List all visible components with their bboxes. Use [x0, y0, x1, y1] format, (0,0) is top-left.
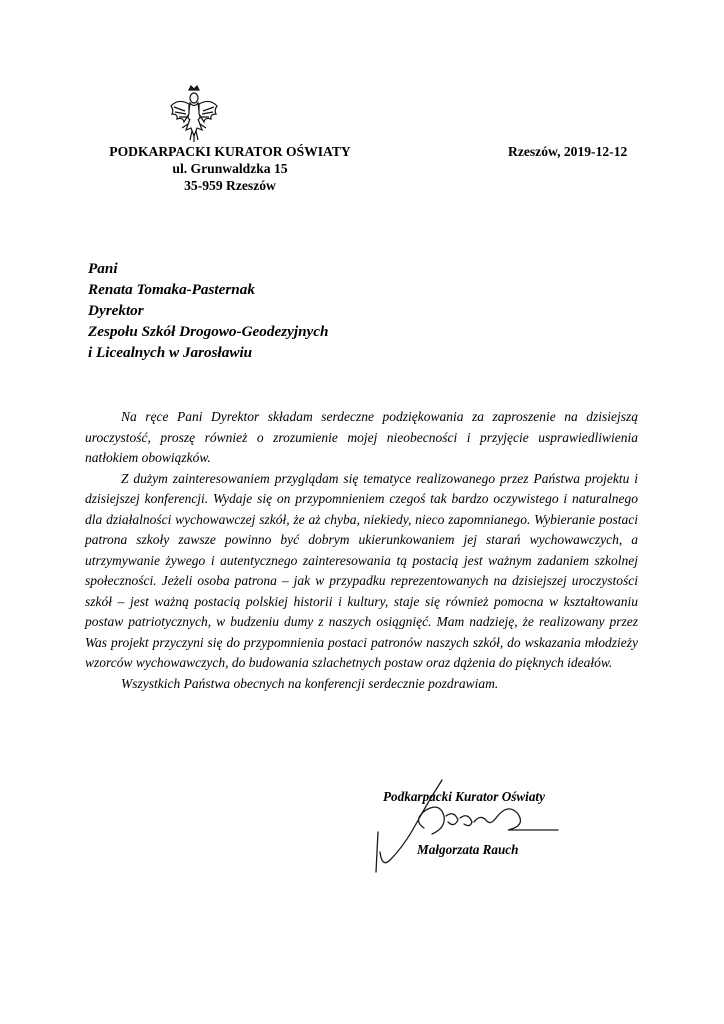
sender-office: PODKARPACKI KURATOR OŚWIATY: [109, 144, 351, 159]
letter-body: [85, 407, 638, 694]
recipient-salutation: Pani: [88, 260, 118, 277]
body-paragraph-3: Wszystkich Państwa obecnych na konferencji serdecznie pozdrawiam.: [121, 675, 499, 691]
body-paragraph-2: Z dużym zainteresowaniem przyglądam się tematyce realizowanego przez Państwa projektu i dzisiejszej konferencji. Wydaje się on przypomnieniem czegoś tak bardzo oczywistego i naturalnego dla działalności wychowawczej szkół, że aż chyba, niekiedy, nieco zapomnianego. Wybieranie postaci patrona szkoły zawsze powinno być dobrym ukierunkowaniem jej starań wychowawczych, a utrzymywanie żywego i autentycznego zainteresowania tą postacią jest ważnym zadaniem szkolnej społeczności. Jeżeli osoba patrona – jak w przypadku reprezentowanych na dzisiejszej uroczystości szkół – jest ważną postacią polskiej historii i kultury, staje się również pomocna w kształtowaniu postaw patriotycznych, w budzeniu dumy z naszych osiągnięć. Mam nadzieję, że realizowany przez Was projekt przyczyni się do przypomnienia postaci patronów naszych szkół, do wskazania młodzieży wzorców wychowawczych, do budowania szlachetnych postaw oraz dążenia do pięknych ideałów.: [85, 470, 638, 670]
polish-eagle-icon: [168, 84, 220, 144]
sender-street: ul. Grunwaldzka 15: [172, 161, 288, 176]
recipient-block: [88, 258, 328, 363]
letter-date: Rzeszów, 2019-12-12: [508, 144, 628, 159]
sender-postal: 35-959 Rzeszów: [184, 178, 276, 193]
recipient-school-line1: Zespołu Szkół Drogowo-Geodezyjnych: [88, 323, 329, 340]
signature-title: Podkarpacki Kurator Oświaty: [383, 789, 545, 804]
sender-block: [85, 143, 375, 194]
recipient-school-line2: i Licealnych w Jarosławiu: [88, 344, 253, 361]
body-paragraph-1: Na ręce Pani Dyrektor składam serdeczne podziękowania za zaproszenie na dzisiejszą uroczystość, proszę również o zrozumienie mojej nieobecności i przyjęcie usprawiedliwienia natłokiem obowiązków.: [85, 409, 638, 465]
signature-name: Małgorzata Rauch: [417, 842, 519, 857]
handwritten-signature-icon: [368, 772, 568, 882]
recipient-role: Dyrektor: [88, 302, 144, 319]
recipient-name: Renata Tomaka-Pasternak: [88, 281, 255, 298]
